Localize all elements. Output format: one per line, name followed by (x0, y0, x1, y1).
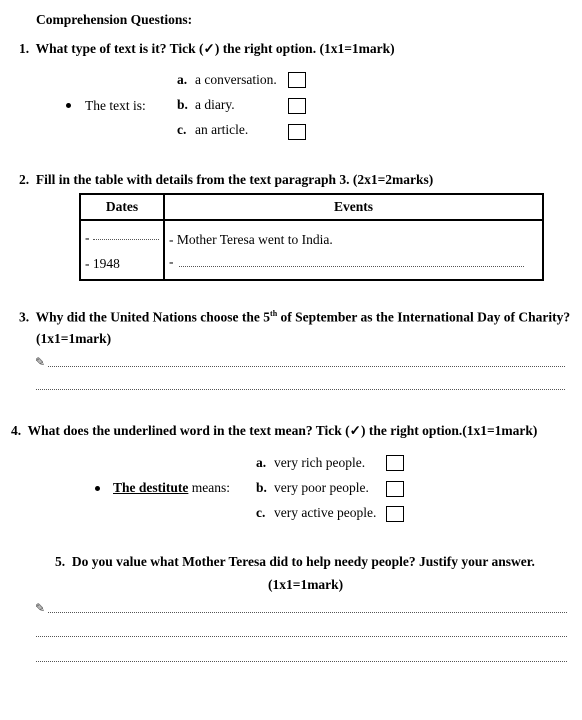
dates-events-table (79, 193, 544, 281)
checkbox-icon[interactable] (288, 72, 306, 88)
option-text: very poor people. (274, 480, 369, 495)
question-1-option-b (177, 97, 235, 113)
question-3-superscript: th (270, 309, 278, 318)
pencil-icon: ✎ (35, 601, 46, 615)
question-5-number: 5. (55, 554, 66, 569)
question-4-prompt-rest: means: (188, 480, 230, 495)
checkbox-icon[interactable] (386, 455, 404, 471)
question-4 (11, 423, 537, 439)
table-cell-events (164, 220, 543, 280)
question-1 (19, 41, 395, 57)
underlined-word: The destitute (113, 480, 189, 495)
question-5-marks: (1x1=1mark) (268, 577, 344, 592)
option-letter: c. (177, 122, 187, 137)
answer-line[interactable] (93, 239, 159, 240)
question-4-text: What does the underlined word in the text mean? Tick (✓) the right option.(1x1=1mark) (27, 423, 538, 438)
checkbox-icon[interactable] (386, 481, 404, 497)
table-row-date: - (85, 230, 90, 245)
checkbox-icon[interactable] (288, 98, 306, 114)
question-1-number: 1. (19, 41, 30, 56)
question-1-option-c (177, 122, 248, 138)
answer-line[interactable] (48, 612, 567, 613)
option-letter: c. (256, 505, 266, 520)
option-text: a conversation. (195, 72, 277, 87)
option-letter: b. (177, 97, 188, 112)
answer-line[interactable] (36, 389, 565, 390)
table-row-date: - 1948 (85, 256, 120, 271)
question-1-option-a (177, 72, 277, 88)
question-3-text-end: of September as the International Day of Charity? (277, 309, 571, 325)
option-text: very active people. (274, 505, 377, 520)
answer-line[interactable] (179, 266, 524, 267)
checkbox-icon[interactable] (288, 124, 306, 140)
bullet-icon (66, 103, 71, 108)
table-header-events: Events (164, 194, 543, 220)
question-4-number: 4. (11, 423, 22, 438)
question-4-prompt (113, 480, 230, 496)
question-1-text: What type of text is it? Tick (✓) the right option. (1x1=1mark) (35, 41, 395, 56)
question-2-number: 2. (19, 172, 30, 187)
checkbox-icon[interactable] (386, 506, 404, 522)
option-text: a diary. (195, 97, 235, 112)
option-letter: a. (177, 72, 188, 87)
question-3-marks: (1x1=1mark) (36, 331, 112, 346)
table-row-event: - (169, 254, 174, 269)
question-5-text: Do you value what Mother Teresa did to help needy people? Justify your answer. (71, 554, 535, 569)
question-2-text: Fill in the table with details from the text paragraph 3. (2x1=2marks) (35, 172, 434, 187)
bullet-icon (95, 486, 100, 491)
question-3-text: Why did the United Nations choose the 5 (35, 309, 271, 325)
pencil-icon: ✎ (35, 355, 46, 369)
option-text: an article. (195, 122, 249, 137)
answer-line[interactable] (36, 636, 567, 637)
answer-line[interactable] (48, 366, 565, 367)
option-text: very rich people. (274, 455, 366, 470)
question-2 (19, 172, 433, 188)
question-4-option-c (256, 505, 376, 521)
question-3-number: 3. (19, 309, 30, 325)
option-letter: b. (256, 480, 267, 495)
question-5 (55, 554, 535, 570)
question-3 (19, 306, 570, 326)
table-header-dates: Dates (80, 194, 164, 220)
question-1-prompt: The text is: (85, 98, 146, 113)
table-cell-dates (80, 220, 164, 280)
question-4-option-b (256, 480, 369, 496)
table-row-event: - Mother Teresa went to India. (169, 232, 333, 247)
answer-line[interactable] (36, 661, 567, 662)
worksheet-heading: Comprehension Questions: (36, 12, 193, 27)
question-4-option-a (256, 455, 365, 471)
option-letter: a. (256, 455, 267, 470)
